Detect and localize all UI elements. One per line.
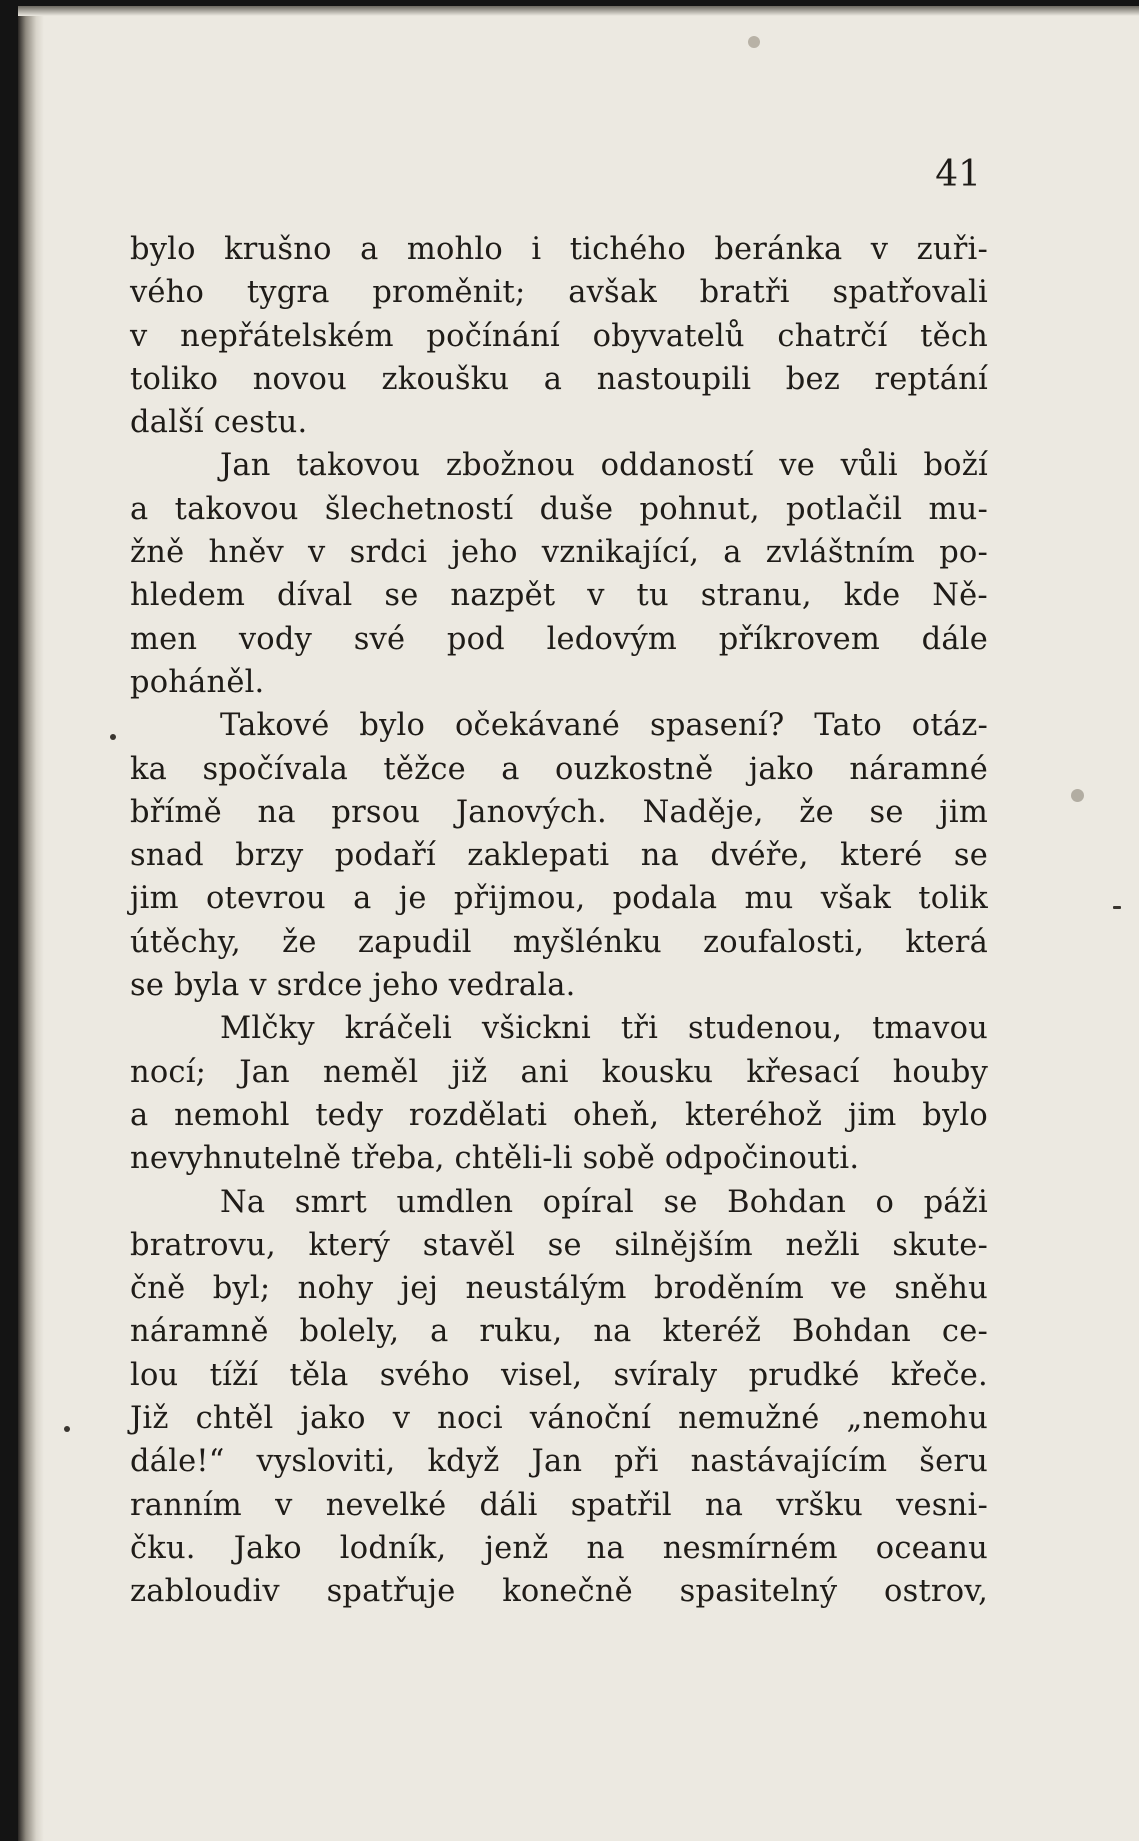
- word: jako: [300, 1401, 366, 1437]
- word: vesni-: [896, 1487, 988, 1523]
- word: který: [308, 1227, 391, 1263]
- word: podala: [612, 881, 718, 917]
- text-line: [130, 1397, 988, 1440]
- word: v: [130, 318, 148, 354]
- text-line: [130, 1527, 988, 1570]
- word: ranním: [130, 1487, 242, 1523]
- word: „nemohu: [846, 1401, 988, 1437]
- word: takovou: [174, 491, 299, 527]
- text-line: [130, 1224, 988, 1267]
- word: všickni: [481, 1011, 591, 1047]
- word: spatřovali: [832, 275, 988, 311]
- word: oceanu: [875, 1530, 988, 1566]
- word: vánoční: [529, 1401, 652, 1437]
- word: ouzkostně: [555, 751, 714, 787]
- word: Jan: [531, 1444, 583, 1480]
- word: ostrov,: [884, 1574, 988, 1610]
- word: nevelké: [325, 1487, 447, 1523]
- word: jim: [847, 1097, 897, 1133]
- word: opíral: [542, 1184, 635, 1220]
- word: bylo: [922, 1097, 988, 1133]
- word: když: [427, 1444, 500, 1480]
- word: proměnit;: [372, 275, 526, 311]
- word: kteréž: [662, 1314, 762, 1350]
- text-line: [130, 791, 988, 834]
- word: hněv: [208, 535, 284, 571]
- word: men: [130, 621, 198, 657]
- word: mu: [744, 881, 794, 917]
- word: bratrovu,: [130, 1227, 276, 1263]
- word: která: [905, 924, 988, 960]
- word: spatřil: [570, 1487, 672, 1523]
- text-line: [130, 315, 988, 358]
- word: Tato: [814, 708, 882, 744]
- word: ledovým: [546, 621, 678, 657]
- text-line: nevyhnutelně třeba, chtěli-li sobě odpočinouti.: [130, 1141, 860, 1177]
- word: otáz-: [911, 708, 988, 744]
- word: že: [282, 924, 317, 960]
- word: vznikající,: [541, 535, 700, 571]
- word: mohlo: [406, 232, 503, 267]
- page-edge-shadow: [18, 6, 1139, 16]
- word: na: [257, 794, 296, 830]
- ink-spot: [1113, 906, 1121, 909]
- word: skute-: [892, 1227, 988, 1263]
- word: jim: [130, 881, 179, 917]
- word: se: [547, 1227, 582, 1263]
- word: Již: [130, 1401, 169, 1437]
- word: takovou: [296, 448, 421, 484]
- word: silnějším: [614, 1227, 753, 1263]
- word: bratři: [699, 275, 790, 311]
- word: těžce: [383, 751, 466, 787]
- word: se: [384, 578, 419, 614]
- word: přijmou,: [453, 881, 586, 917]
- word: zvláštním: [765, 535, 916, 571]
- word: vůli: [840, 448, 898, 484]
- word: náramné: [849, 751, 988, 787]
- word: však: [820, 881, 892, 917]
- word: pohnut,: [639, 491, 760, 527]
- word: očekávané: [454, 708, 621, 744]
- word: sněhu: [894, 1271, 988, 1307]
- word: potlačil: [785, 491, 903, 527]
- word: vého: [130, 275, 205, 311]
- word: ce-: [941, 1314, 988, 1350]
- word: prsou: [331, 794, 421, 830]
- word: Bohdan: [792, 1314, 912, 1350]
- word: křeče.: [890, 1357, 988, 1393]
- word: je: [398, 881, 427, 917]
- word: rozdělati: [408, 1097, 548, 1133]
- word: tedy: [315, 1097, 384, 1133]
- word: na: [704, 1487, 744, 1523]
- word: po-: [939, 535, 988, 571]
- word: brzy: [235, 838, 304, 874]
- word: obyvatelů: [592, 318, 745, 354]
- word: zuři-: [916, 232, 988, 267]
- word: myšlénku: [512, 924, 662, 960]
- word: beránka: [714, 232, 843, 267]
- word: konečně: [502, 1574, 633, 1610]
- word: chtěl: [195, 1401, 274, 1437]
- word: avšak: [568, 275, 657, 311]
- word: Jan: [239, 1054, 290, 1090]
- word: smrt: [294, 1184, 367, 1220]
- word: počínání: [426, 318, 560, 354]
- word: kteréhož: [685, 1097, 823, 1133]
- word: novou: [252, 361, 347, 397]
- page-number: 41: [935, 154, 981, 195]
- text-line: [130, 1440, 988, 1483]
- text-line: [130, 1267, 988, 1310]
- text-line: [130, 358, 988, 401]
- word: ruku,: [479, 1314, 563, 1350]
- word: šlechetností: [324, 491, 514, 527]
- word: čku.: [130, 1530, 196, 1566]
- word: zaklepati: [467, 838, 610, 874]
- word: že: [799, 794, 834, 830]
- word: díval: [277, 578, 353, 614]
- word: i: [531, 232, 542, 267]
- word: byl;: [212, 1271, 271, 1307]
- book-page: [18, 6, 1139, 1841]
- word: zkoušku: [381, 361, 510, 397]
- word: Ně-: [932, 578, 988, 614]
- word: boží: [923, 448, 988, 484]
- word: mu-: [928, 491, 988, 527]
- text-line: [130, 618, 988, 661]
- word: tíží: [209, 1357, 259, 1393]
- text-line: [130, 1181, 988, 1224]
- word: nemohl: [174, 1097, 290, 1133]
- text-line: [130, 1484, 988, 1527]
- text-line: [130, 834, 988, 877]
- word: zabloudiv: [130, 1574, 280, 1610]
- word: ve: [831, 1271, 867, 1307]
- word: svého: [379, 1357, 470, 1393]
- text-line: poháněl.: [130, 664, 265, 700]
- word: Mlčky: [220, 1011, 315, 1047]
- text-line: [130, 444, 988, 487]
- word: své: [353, 621, 406, 657]
- word: pod: [446, 621, 505, 657]
- word: již: [451, 1054, 488, 1090]
- word: v: [870, 232, 889, 267]
- word: spočívala: [202, 751, 348, 787]
- word: tolik: [918, 881, 988, 917]
- word: a: [360, 232, 379, 267]
- word: a: [501, 751, 520, 787]
- word: v: [587, 578, 605, 614]
- word: nastávajícím: [690, 1444, 888, 1480]
- word: se: [953, 838, 988, 874]
- word: tichého: [569, 232, 686, 267]
- word: noci: [437, 1401, 503, 1437]
- word: na: [640, 838, 679, 874]
- word: spasení?: [649, 708, 785, 744]
- text-line: se byla v srdce jeho vedrala.: [130, 968, 576, 1004]
- word: stranu,: [700, 578, 812, 614]
- word: Jan: [220, 448, 271, 484]
- word: se: [869, 794, 904, 830]
- text-line: [130, 877, 988, 920]
- word: lodník,: [339, 1530, 447, 1566]
- word: lou: [130, 1357, 179, 1393]
- word: oheň,: [572, 1097, 660, 1133]
- word: oddaností: [600, 448, 754, 484]
- word: Na: [220, 1184, 266, 1220]
- text-line: [130, 748, 988, 791]
- ink-spot: [64, 1426, 70, 1432]
- word: Janových.: [455, 794, 607, 830]
- word: tři: [620, 1011, 659, 1047]
- word: nohy: [297, 1271, 374, 1307]
- word: útěchy,: [130, 924, 241, 960]
- word: umdlen: [396, 1184, 514, 1220]
- text-line: [130, 1007, 988, 1050]
- word: na: [593, 1314, 632, 1350]
- word: jenž: [484, 1530, 549, 1566]
- word: visel,: [500, 1357, 583, 1393]
- word: těla: [289, 1357, 349, 1393]
- word: nemužné: [678, 1401, 820, 1437]
- word: na: [586, 1530, 625, 1566]
- word: Takové: [220, 708, 330, 744]
- text-line: [130, 574, 988, 617]
- text-line: [130, 531, 988, 574]
- word: ve: [779, 448, 815, 484]
- word: dále!“: [130, 1444, 225, 1480]
- body-text: [130, 228, 988, 1614]
- word: vody: [238, 621, 313, 657]
- word: nazpět: [450, 578, 556, 614]
- word: broděním: [654, 1271, 804, 1307]
- word: ani: [520, 1054, 569, 1090]
- word: o: [875, 1184, 895, 1220]
- text-line: [130, 1310, 988, 1353]
- word: krušno: [224, 232, 332, 267]
- word: tygra: [246, 275, 330, 311]
- word: v: [275, 1487, 293, 1523]
- word: dvéře,: [710, 838, 809, 874]
- word: a: [543, 361, 563, 397]
- word: křesací: [746, 1054, 860, 1090]
- word: v: [308, 535, 326, 571]
- text-line: [130, 488, 988, 531]
- word: toliko: [130, 361, 219, 397]
- word: ka: [130, 751, 168, 787]
- text-line: [130, 921, 988, 964]
- word: studenou,: [687, 1011, 843, 1047]
- word: dáli: [479, 1487, 538, 1523]
- word: spatřuje: [326, 1574, 456, 1610]
- word: zbožnou: [445, 448, 575, 484]
- word: nesmírném: [662, 1530, 838, 1566]
- word: bez: [785, 361, 840, 397]
- word: břímě: [130, 794, 222, 830]
- text-line: [130, 704, 988, 747]
- word: bylo: [359, 708, 426, 744]
- word: kráčeli: [344, 1011, 452, 1047]
- text-line: [130, 1354, 988, 1397]
- word: těch: [920, 318, 988, 354]
- word: Naděje,: [642, 794, 764, 830]
- word: se: [663, 1184, 698, 1220]
- word: nastoupili: [596, 361, 752, 397]
- word: vysloviti,: [256, 1444, 396, 1480]
- word: duše: [539, 491, 614, 527]
- word: a: [723, 535, 742, 571]
- word: příkrovem: [718, 621, 880, 657]
- text-line: další cestu.: [130, 405, 308, 441]
- word: jim: [939, 794, 988, 830]
- word: zapudil: [357, 924, 472, 960]
- word: chatrčí: [777, 318, 888, 354]
- text-line: [130, 228, 988, 271]
- word: kousku: [601, 1054, 714, 1090]
- word: otevrou: [205, 881, 326, 917]
- word: neměl: [322, 1054, 419, 1090]
- word: svíraly: [613, 1357, 718, 1393]
- word: při: [614, 1444, 659, 1480]
- word: podaří: [334, 838, 436, 874]
- word: náramně: [130, 1314, 269, 1350]
- word: zoufalosti,: [703, 924, 865, 960]
- word: bylo: [130, 232, 196, 267]
- word: stavěl: [422, 1227, 516, 1263]
- word: nežli: [785, 1227, 860, 1263]
- word: a: [430, 1314, 449, 1350]
- word: jej: [400, 1271, 439, 1307]
- word: jako: [748, 751, 815, 787]
- word: dále: [921, 621, 988, 657]
- word: tmavou: [872, 1011, 988, 1047]
- text-line: [130, 1051, 988, 1094]
- text-line: [130, 271, 988, 314]
- word: bolely,: [299, 1314, 400, 1350]
- word: houby: [892, 1054, 988, 1090]
- word: páži: [923, 1184, 988, 1220]
- word: nepřátelském: [180, 318, 394, 354]
- word: žně: [130, 535, 185, 571]
- word: reptání: [874, 361, 988, 397]
- word: a: [130, 491, 149, 527]
- ink-spot: [1071, 789, 1084, 802]
- word: spasitelný: [679, 1574, 838, 1610]
- word: Jako: [233, 1530, 302, 1566]
- word: neustálým: [465, 1271, 627, 1307]
- text-line: [130, 1570, 988, 1613]
- text-line: [130, 1094, 988, 1137]
- word: nocí;: [130, 1054, 207, 1090]
- word: a: [353, 881, 372, 917]
- word: hledem: [130, 578, 246, 614]
- word: čně: [130, 1271, 186, 1307]
- word: snad: [130, 838, 204, 874]
- gutter-shadow: [18, 6, 44, 1841]
- word: Bohdan: [727, 1184, 847, 1220]
- ink-spot: [110, 734, 116, 740]
- word: vršku: [776, 1487, 863, 1523]
- word: v: [392, 1401, 411, 1437]
- word: kde: [843, 578, 901, 614]
- word: které: [840, 838, 923, 874]
- word: šeru: [919, 1444, 988, 1480]
- word: tu: [636, 578, 669, 614]
- word: srdci: [349, 535, 428, 571]
- word: a: [130, 1097, 149, 1133]
- ink-spot: [748, 36, 760, 48]
- word: jeho: [451, 535, 518, 571]
- word: prudké: [748, 1357, 860, 1393]
